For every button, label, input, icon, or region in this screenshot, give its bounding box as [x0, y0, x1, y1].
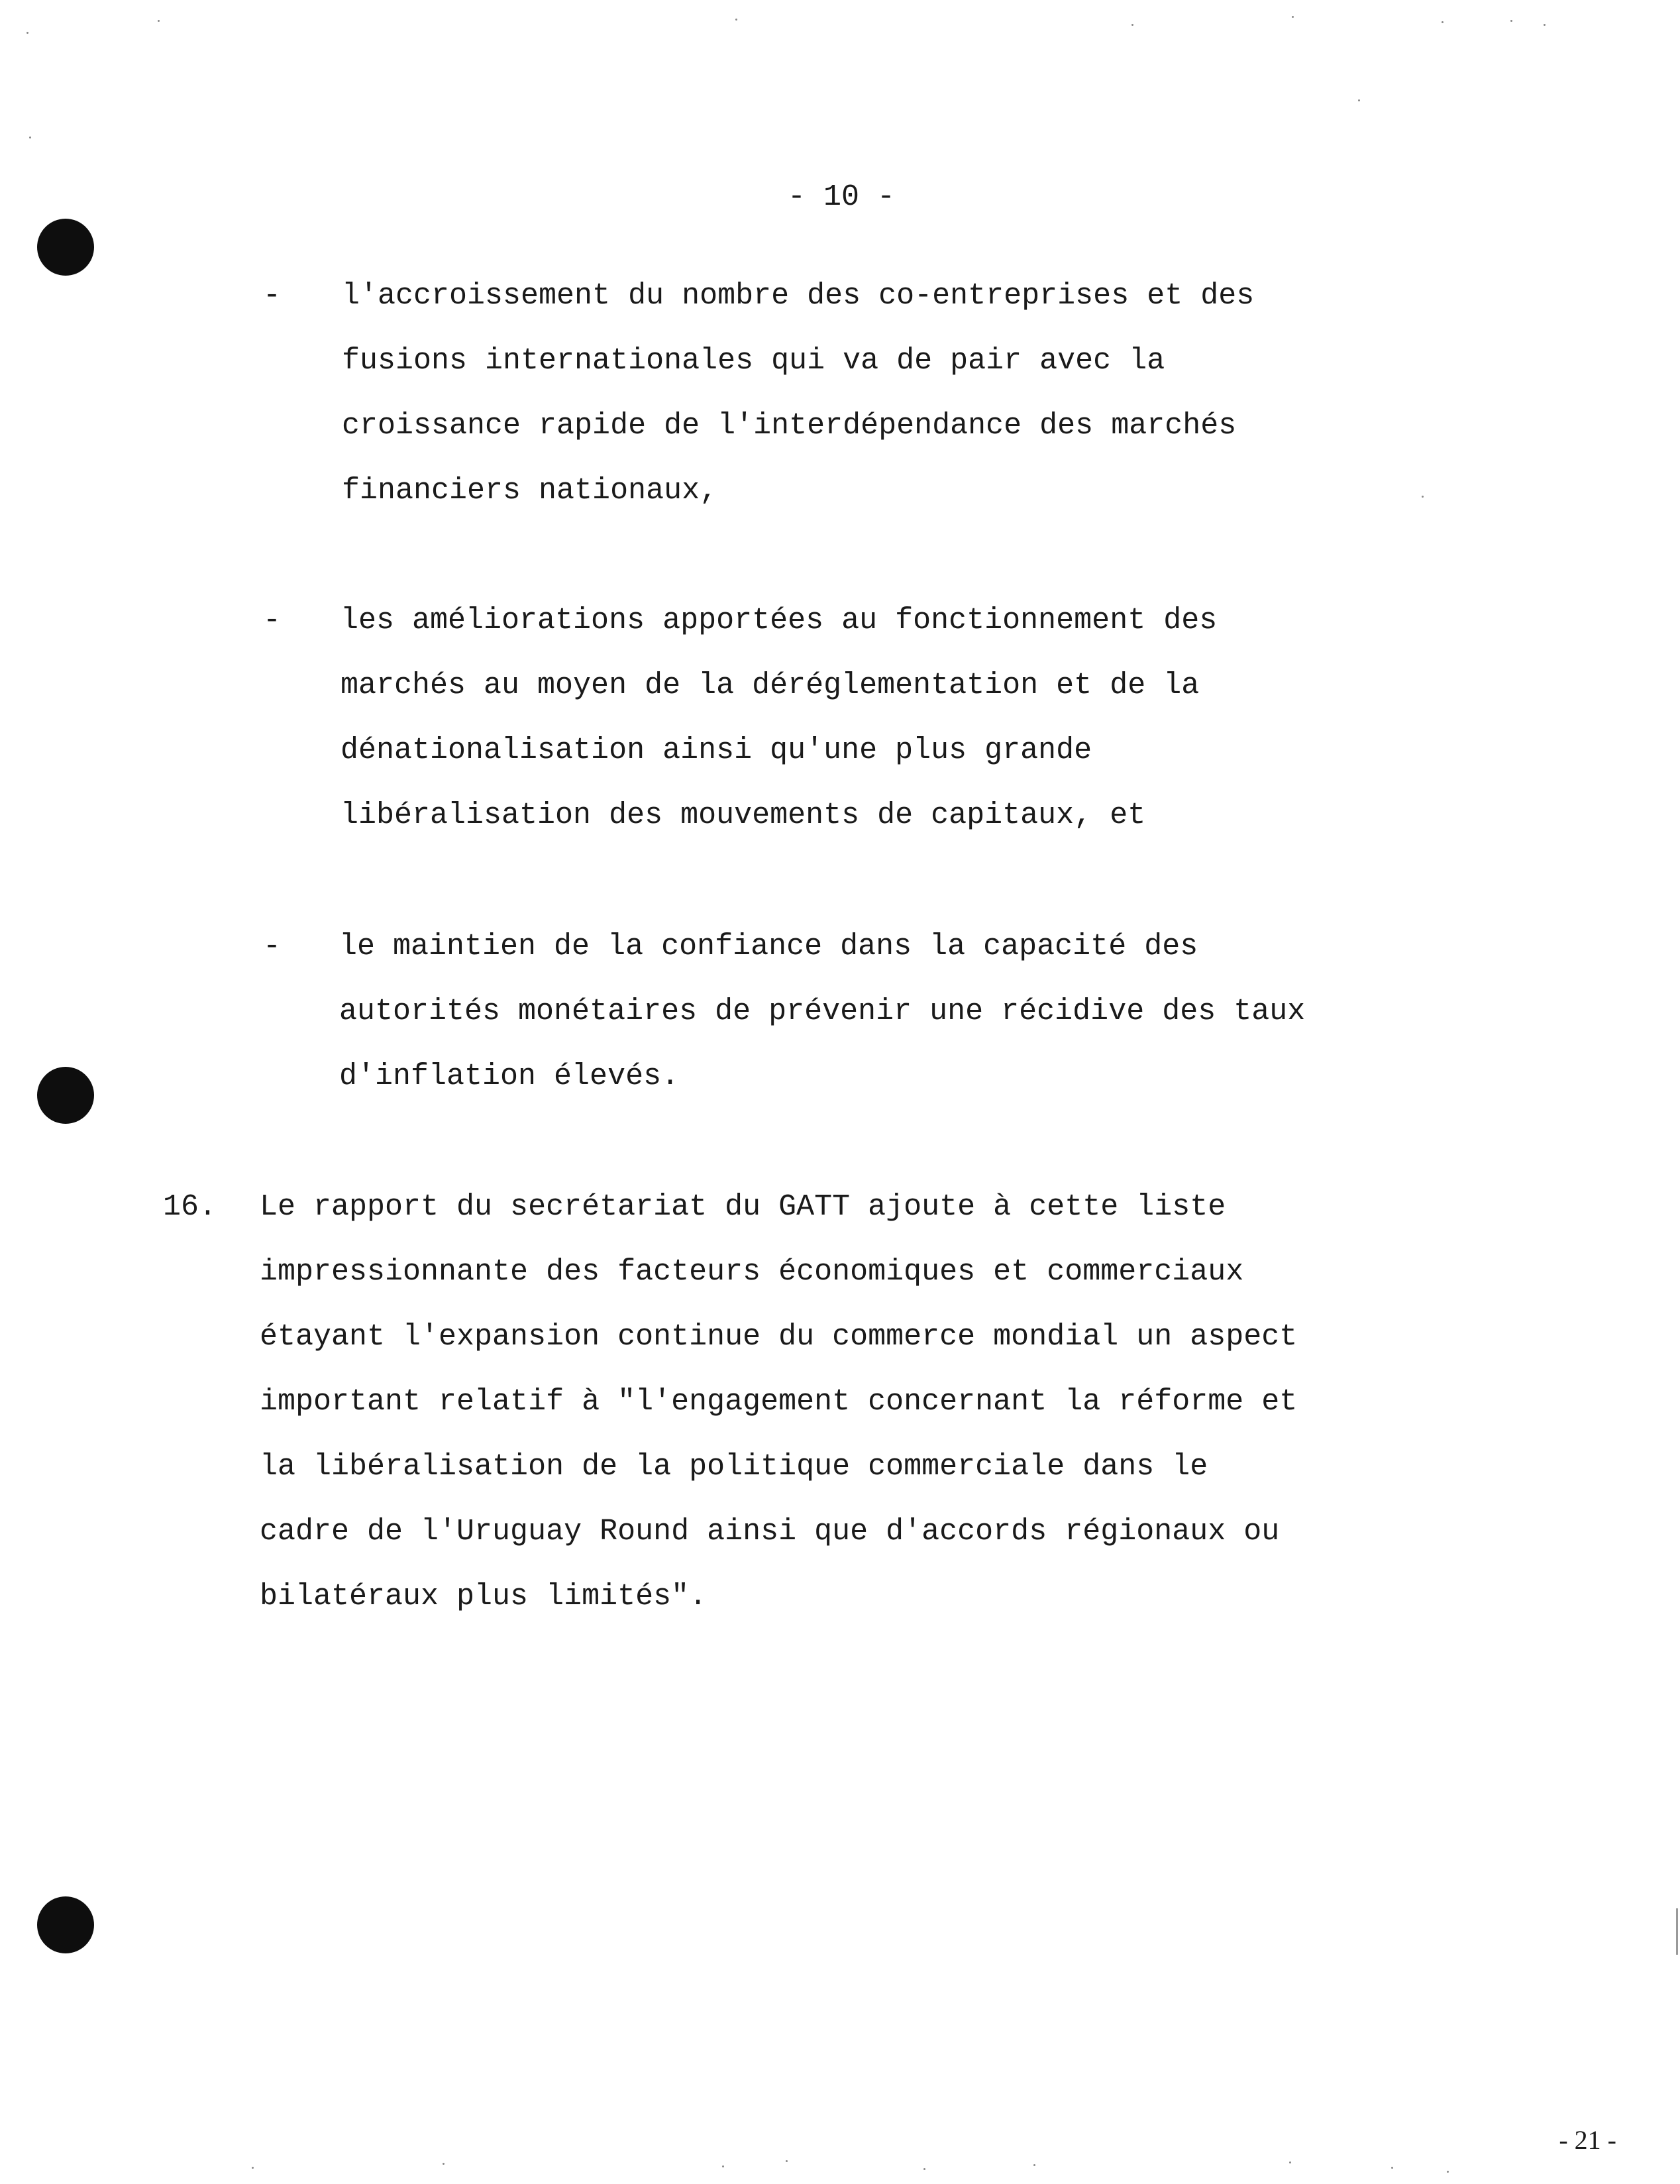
footer-page-number: - 21 - — [1559, 2125, 1616, 2155]
scan-speck — [1033, 2164, 1035, 2166]
text-line: bilatéraux plus limités". — [260, 1580, 708, 1613]
scan-speck — [443, 2163, 445, 2165]
text-line: d'inflation élevés. — [339, 1060, 680, 1093]
scan-speck — [1292, 16, 1294, 18]
scan-speck — [1544, 24, 1546, 26]
bullet-item — [341, 588, 1217, 848]
text-line: financiers nationaux, — [342, 474, 718, 508]
text-line: dénationalisation ainsi qu'une plus grande — [341, 734, 1092, 767]
scan-speck — [1447, 2171, 1449, 2173]
text-line: marchés au moyen de la déréglementation et de la — [341, 669, 1200, 702]
text-line: autorités monétaires de prévenir une récidive des taux — [339, 995, 1306, 1028]
scan-speck — [735, 19, 737, 21]
text-line: les améliorations apportées au fonctionnement des — [341, 604, 1218, 637]
paragraph-16 — [260, 1175, 1297, 1629]
text-line: la libéralisation de la politique commerciale dans le — [260, 1450, 1208, 1484]
text-line: important relatif à "l'engagement concernant la réforme et — [260, 1385, 1298, 1419]
page-number: - 10 - — [787, 180, 896, 214]
text-line: croissance rapide de l'interdépendance des marchés — [342, 409, 1237, 443]
text-line: l'accroissement du nombre des co-entreprises et des — [342, 279, 1255, 313]
bullet-item — [339, 914, 1305, 1109]
paragraph-number: 16. — [163, 1190, 217, 1224]
scan-speck — [26, 32, 28, 34]
scan-speck — [1289, 2161, 1291, 2163]
scan-speck — [1422, 496, 1424, 498]
scan-speck — [923, 2168, 925, 2170]
scan-speck — [158, 20, 160, 22]
punch-hole-top — [37, 219, 94, 276]
scan-speck — [1131, 24, 1133, 26]
scan-edge-mark — [1676, 1908, 1678, 1955]
bullet-item — [342, 264, 1254, 523]
text-line: cadre de l'Uruguay Round ainsi que d'accords régionaux ou — [260, 1515, 1280, 1549]
punch-hole-middle — [37, 1067, 94, 1124]
scan-speck — [1442, 21, 1444, 23]
scan-speck — [252, 2167, 254, 2169]
text-line: étayant l'expansion continue du commerce mondial un aspect — [260, 1320, 1298, 1354]
scan-speck — [722, 2165, 724, 2167]
bullet-dash: - — [263, 279, 282, 313]
bullet-dash: - — [263, 604, 282, 637]
punch-hole-bottom — [37, 1896, 94, 1953]
scan-speck — [786, 2160, 788, 2162]
bullet-dash: - — [263, 930, 282, 963]
text-line: Le rapport du secrétariat du GATT ajoute à cette liste — [260, 1190, 1226, 1224]
text-line: libéralisation des mouvements de capitaux, et — [341, 798, 1146, 832]
scan-speck — [1510, 20, 1512, 22]
text-line: le maintien de la confiance dans la capacité des — [339, 930, 1198, 963]
scan-speck — [29, 136, 31, 138]
text-line: fusions internationales qui va de pair avec la — [342, 344, 1165, 378]
scan-speck — [1391, 2167, 1393, 2169]
scan-speck — [1358, 99, 1360, 101]
text-line: impressionnante des facteurs économiques et commerciaux — [260, 1255, 1244, 1289]
